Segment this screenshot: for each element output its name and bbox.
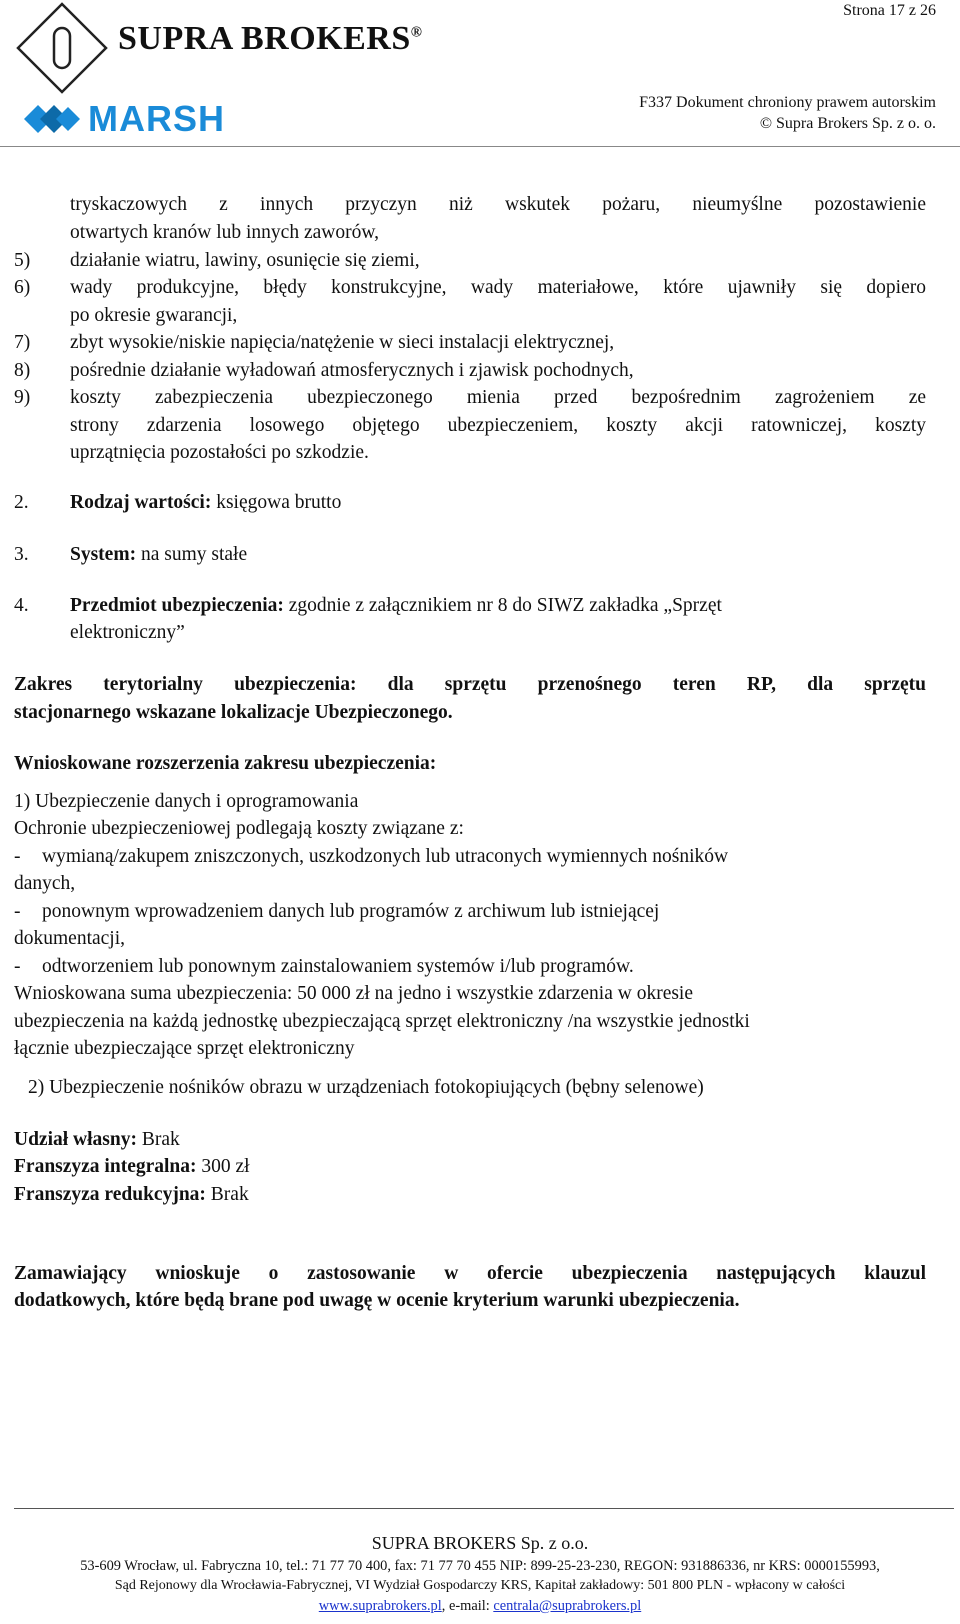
- section-value-type: Rodzaj wartości: księgowa brutto: [70, 492, 342, 513]
- dash-bullet: -: [14, 846, 21, 867]
- territory-scope-cont: stacjonarnego wskazane lokalizacje Ubezpieczonego.: [14, 702, 453, 723]
- list-item-text: strony zdarzenia losowego objętego ubezpieczeniem, koszty akcji ratowniczej, koszty: [70, 415, 926, 436]
- territory-scope: Zakres terytorialny ubezpieczenia: dla sprzętu przenośnego teren RP, dla sprzętu: [14, 674, 926, 695]
- supra-brokers-logo-icon: [16, 2, 108, 94]
- footer-address: 53-609 Wrocław, ul. Fabryczna 10, tel.: 71 77 70 400, fax: 71 77 70 455 NIP: 899-25-23-230, REGON: 931886336, nr KRS: 0000155993,: [80, 1558, 880, 1574]
- sum-insured-text: Wnioskowana suma ubezpieczenia: 50 000 zł na jedno i wszystkie zdarzenia w okresie: [14, 983, 694, 1004]
- footer-contact: [0, 1598, 960, 1615]
- website-link[interactable]: www.suprabrokers.pl: [318, 1598, 442, 1614]
- partner-name: MARSH: [88, 98, 225, 139]
- footer-court: Sąd Rejonowy dla Wrocławia-Fabrycznej, VI Wydział Gospodarczy KRS, Kapitał zakładowy: 501 800 PLN - wpłacony w całości: [114, 1578, 846, 1593]
- sum-insured-text: ubezpieczenia na każdą jednostkę ubezpieczającą sprzęt elektroniczny /na wszystkie jednostki: [14, 1011, 750, 1032]
- section-number: 2.: [14, 492, 29, 513]
- closing-statement-cont: dodatkowych, które będą brane pod uwagę w ocenie kryterium warunki ubezpieczenia.: [14, 1290, 740, 1311]
- list-item-text: działanie wiatru, lawiny, osunięcie się ziemi,: [70, 250, 420, 271]
- extension-title: 1) Ubezpieczenie danych i oprogramowania: [14, 791, 359, 812]
- closing-statement: Zamawiający wnioskuje o zastosowanie w ofercie ubezpieczenia następujących klauzul: [14, 1263, 926, 1284]
- extension-intro: Ochronie ubezpieczeniowej podlegają koszty związane z:: [14, 818, 464, 839]
- email-link[interactable]: centrala@suprabrokers.pl: [493, 1598, 642, 1614]
- sum-insured-text: łącznie ubezpieczające sprzęt elektroniczny: [14, 1038, 355, 1059]
- section-number: 3.: [14, 544, 29, 565]
- deductible-own-share: Udział własny: Brak: [14, 1129, 180, 1150]
- extension-title: 2) Ubezpieczenie nośników obrazu w urządzeniach fotokopiujących (bębny selenowe): [28, 1077, 704, 1098]
- copyright-line: © Supra Brokers Sp. z o. o.: [759, 115, 936, 132]
- section-subject-cont: elektroniczny”: [70, 622, 185, 643]
- dash-bullet: -: [14, 901, 21, 922]
- extension-cost-item: ponownym wprowadzeniem danych lub programów z archiwum lub istniejącej: [42, 901, 660, 922]
- list-item-text: po okresie gwarancji,: [70, 305, 238, 326]
- list-item-text: zbyt wysokie/niskie napięcia/natężenie w sieci instalacji elektrycznej,: [70, 332, 615, 353]
- list-item-number: 9): [14, 387, 31, 408]
- franchise-integral: Franszyza integralna: 300 zł: [14, 1156, 250, 1177]
- marsh-logo-icon: [22, 102, 84, 136]
- list-item-number: 6): [14, 277, 31, 298]
- section-number: 4.: [14, 595, 29, 616]
- list-item-text: wady produkcyjne, błędy konstrukcyjne, wady materiałowe, które ujawniły się dopiero: [70, 277, 926, 298]
- list-item-text: uprzątnięcia pozostałości po szkodzie.: [70, 442, 369, 463]
- franchise-reductive: Franszyza redukcyjna: Brak: [14, 1184, 249, 1205]
- brand-name: SUPRA BROKERS®: [118, 20, 423, 57]
- document-notice: [639, 92, 936, 134]
- footer-company: SUPRA BROKERS Sp. z o.o.: [371, 1533, 589, 1553]
- page-number: Strona 17 z 26: [843, 2, 936, 19]
- email-label: , e-mail:: [441, 1598, 490, 1614]
- header-divider: [0, 146, 960, 147]
- extension-cost-item: wymianą/zakupem zniszczonych, uszkodzonych lub utraconych wymiennych nośników: [42, 846, 729, 867]
- list-item-number: 8): [14, 360, 31, 381]
- extension-cost-item-cont: danych,: [14, 873, 76, 894]
- footer-divider: [14, 1508, 954, 1509]
- dash-bullet: -: [14, 956, 21, 977]
- doc-notice-line: F337 Dokument chroniony prawem autorskim: [639, 94, 936, 111]
- list-item-text: pośrednie działanie wyładowań atmosferycznych i zjawisk pochodnych,: [70, 360, 634, 381]
- section-subject: Przedmiot ubezpieczenia: zgodnie z załącznikiem nr 8 do SIWZ zakładka „Sprzęt: [70, 595, 722, 616]
- list-continuation-line: tryskaczowych z innych przyczyn niż wskutek pożaru, nieumyślne pozostawienie: [70, 194, 926, 215]
- list-item-number: 7): [14, 332, 31, 353]
- extension-cost-item: odtworzeniem lub ponownym zainstalowaniem systemów i/lub programów.: [42, 956, 634, 977]
- list-item-text: koszty zabezpieczenia ubezpieczonego mienia przed bezpośrednim zagrożeniem ze: [70, 387, 926, 408]
- list-continuation-line: otwartych kranów lub innych zaworów,: [70, 222, 380, 243]
- list-item-number: 5): [14, 250, 31, 271]
- section-system: System: na sumy stałe: [70, 544, 248, 565]
- extensions-heading: Wnioskowane rozszerzenia zakresu ubezpieczenia:: [14, 753, 437, 774]
- extension-cost-item-cont: dokumentacji,: [14, 928, 126, 949]
